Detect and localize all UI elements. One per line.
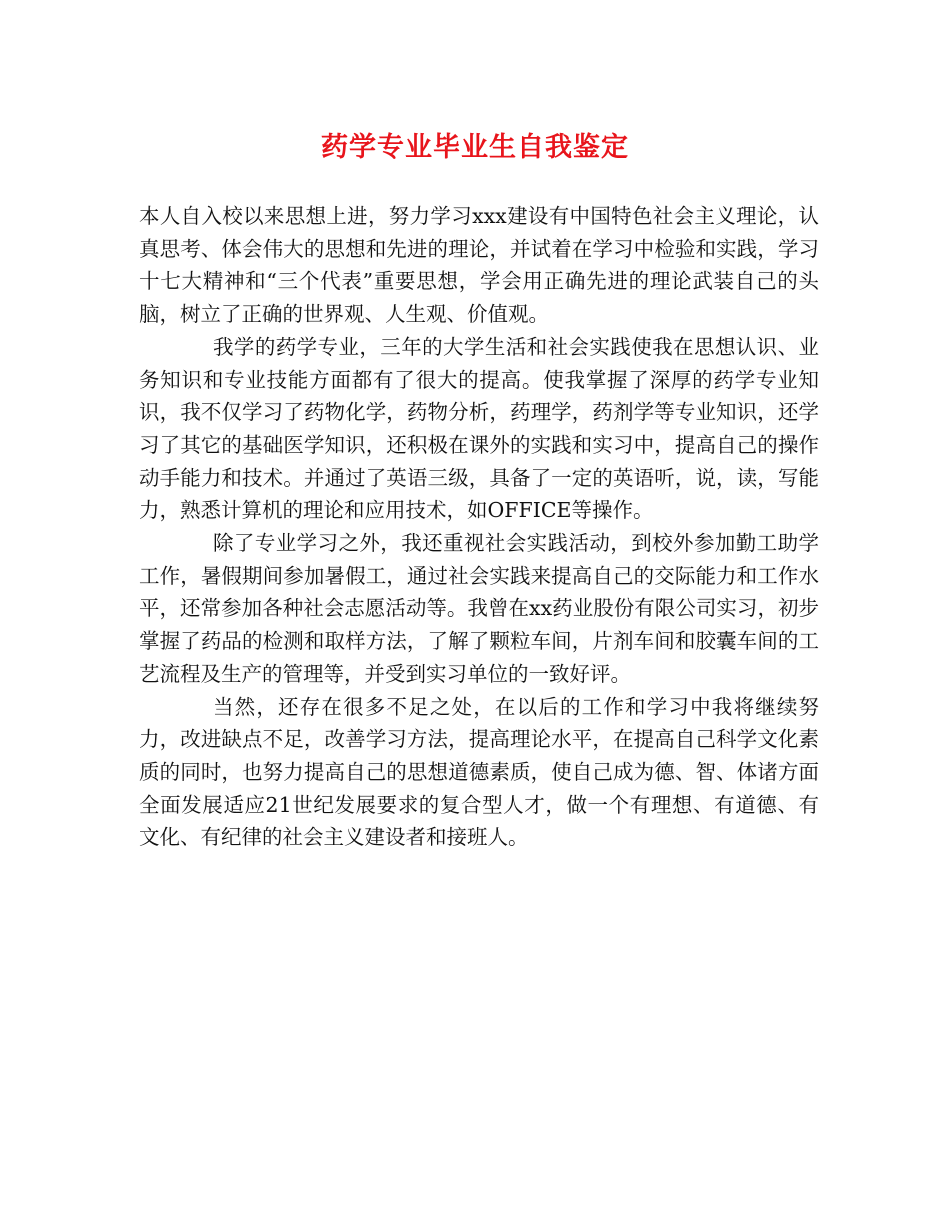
paragraph-intro: 本人自入校以来思想上进，努力学习xxx建设有中国特色社会主义理论，认真思考、体会伟大的思想和先进的理论，并试着在学习中检验和实践，学习十七大精神和“三个代表”重要思想，学会用正确先进的理论武装自己的头脑，树立了正确的世界观、人生观、价值观。 bbox=[139, 204, 819, 327]
paragraph-practice: 除了专业学习之外，我还重视社会实践活动，到校外参加勤工助学工作，暑假期间参加暑假工，通过社会实践来提高自己的交际能力和工作水平，还常参加各种社会志愿活动等。我曾在xx药业股份有限公司实习，初步掌握了药品的检测和取样方法，了解了颗粒车间，片剂车间和胶囊车间的工艺流程及生产的管理等，并受到实习单位的一致好评。 bbox=[139, 531, 819, 686]
paragraph-conclusion: 当然，还存在很多不足之处，在以后的工作和学习中我将继续努力，改进缺点不足，改善学习方法，提高理论水平，在提高自己科学文化素质的同时，也努力提高自己的思想道德素质，使自己成为德、智、体诸方面全面发展适应21世纪发展要求的复合型人才，做一个有理想、有道德、有文化、有纪律的社会主义建设者和接班人。 bbox=[139, 694, 819, 850]
paragraph-major: 我学的药学专业，三年的大学生活和社会实践使我在思想认识、业务知识和专业技能方面都有了很大的提高。使我掌握了深厚的药学专业知识，我不仅学习了药物化学，药物分析，药理学，药剂学等专业知识，还学习了其它的基础医学知识，还积极在课外的实践和实习中，提高自己的操作动手能力和技术。并通过了英语三级，具备了一定的英语听，说，读，写能力，熟悉计算机的理论和应用技术，如OFFICE等操作。 bbox=[139, 334, 819, 523]
document-title: 药学专业毕业生自我鉴定 bbox=[321, 132, 629, 163]
document-body bbox=[139, 200, 819, 854]
